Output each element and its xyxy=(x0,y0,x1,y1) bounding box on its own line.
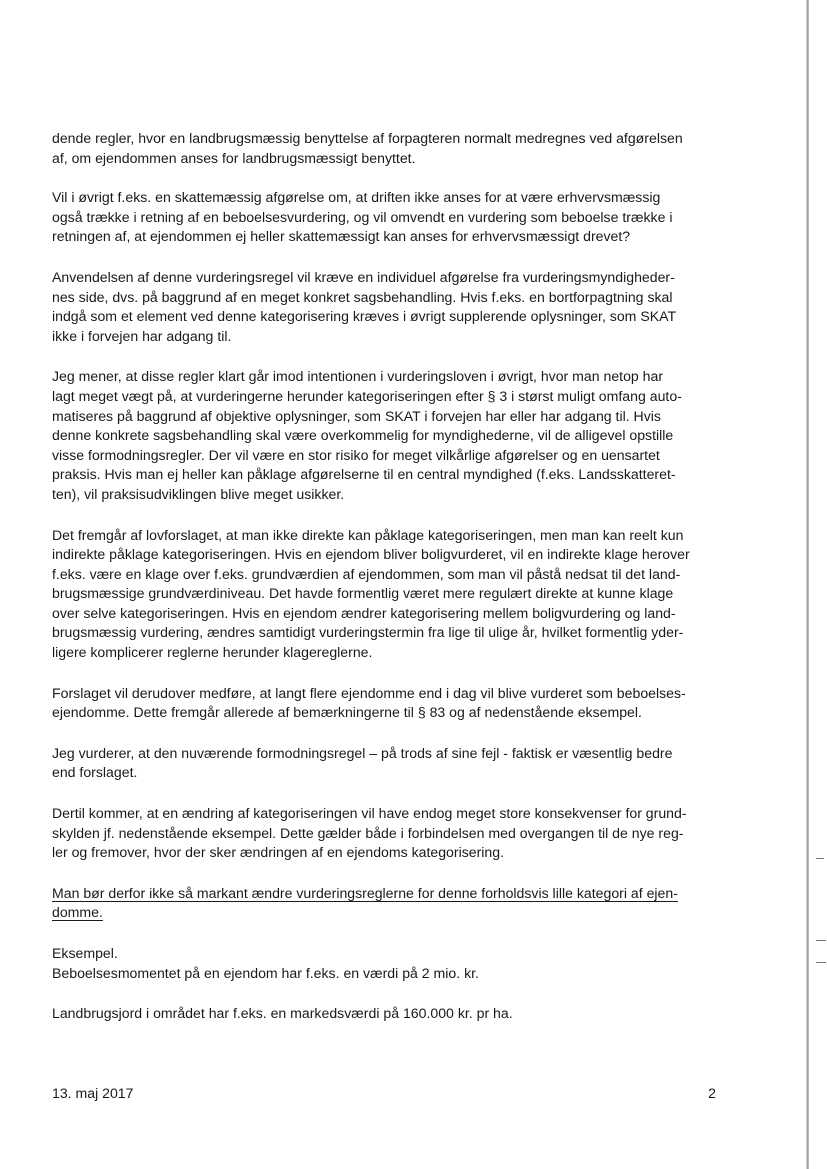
text-line: Landbrugsjord i området har f.eks. en markedsværdi på 160.000 kr. pr ha. xyxy=(52,1005,513,1022)
text-line: brugsmæssige grundværdiniveau. Det havde formentlig været mere regulært direkte at kunne klage xyxy=(52,585,674,602)
paragraph xyxy=(52,188,742,247)
paragraph xyxy=(52,1004,742,1024)
example-heading: Eksempel. xyxy=(52,945,118,961)
page-number: 2 xyxy=(708,1085,716,1101)
text-line: Anvendelsen af denne vurderingsregel vil kræve en individuel afgørelse fra vurderingsmyndigheder- xyxy=(52,268,675,285)
scan-mark xyxy=(816,962,826,963)
text-line: denne konkrete sagsbehandling skal være overkommelig for myndighederne, vil de alligevel opstille xyxy=(52,427,674,444)
conclusion-paragraph xyxy=(52,884,742,923)
text-line: af, om ejendommen anses for landbrugsmæssigt benyttet. xyxy=(52,149,416,166)
text-line: ikke i forvejen har adgang til. xyxy=(52,327,232,344)
paragraph xyxy=(52,684,742,723)
paragraph xyxy=(52,804,742,863)
text-line: indirekte påklage kategoriseringen. Hvis en ejendom bliver boligvurderet, vil en indirekte klage herover xyxy=(52,546,690,563)
text-line: domme. xyxy=(52,904,103,921)
footer-date: 13. maj 2017 xyxy=(52,1085,134,1101)
text-line: Jeg vurderer, at den nuværende formodningsregel – på trods af sine fejl - faktisk er væsentlig bedre xyxy=(52,744,673,761)
text-line: dende regler, hvor en landbrugsmæssig benyttelse af forpagteren normalt medregnes ved afgørelsen xyxy=(52,130,683,146)
text-line: ler og fremover, hvor der sker ændringen af en ejendoms kategorisering. xyxy=(52,844,505,861)
text-line: Vil i øvrigt f.eks. en skattemæssig afgørelse om, at driften ikke anses for at være erhvervsmæssig xyxy=(52,189,661,206)
text-line: Jeg mener, at disse regler klart går imod intentionen i vurderingsloven i øvrigt, hvor man netop har xyxy=(52,368,664,385)
text-line: f.eks. være en klage over f.eks. grundværdien af ejendommen, som man vil påstå nedsat til det land- xyxy=(52,565,681,582)
text-line: matiseres på baggrund af objektive oplysninger, som SKAT i forvejen har eller har adgang til. Hvis xyxy=(52,407,661,424)
text-line: lagt meget vægt på, at vurderingerne herunder kategoriseringen efter § 3 i størst muligt omfang auto- xyxy=(52,387,682,404)
text-line: Forslaget vil derudover medføre, at langt flere ejendomme end i dag vil blive vurderet som beboelses- xyxy=(52,684,686,701)
text-line: over selve kategoriseringen. Hvis en ejendom ændrer kategorisering mellem boligvurdering og land- xyxy=(52,604,676,621)
text-line: brugsmæssig vurdering, ændres samtidigt vurderingstermin fra lige til ulige år, hvilket formentlig yder- xyxy=(52,624,684,641)
text-line: end forslaget. xyxy=(52,764,138,781)
paragraph xyxy=(52,268,742,346)
text-line: praksis. Hvis man ej heller kan påklage afgørelserne til en central myndighed (f.eks. Landsskatteret- xyxy=(52,466,676,483)
text-line: visse formodningsregler. Der vil være en stor risiko for meget vilkårlige afgørelser og en uensartet xyxy=(52,446,660,463)
text-line: ejendomme. Dette fremgår allerede af bemærkningerne til § 83 og af nedenstående eksempel. xyxy=(52,704,642,721)
text-line: skylden jf. nedenstående eksempel. Dette gælder både i forbindelsen med overgangen til de nye reg- xyxy=(52,824,684,841)
paragraph xyxy=(52,367,742,504)
text-line: nes side, dvs. på baggrund af en meget konkret sagsbehandling. Hvis f.eks. en bortforpagtning skal xyxy=(52,288,673,305)
example-paragraph xyxy=(52,944,742,983)
document-body xyxy=(52,129,742,1024)
text-line: indgå som et element ved denne kategorisering kræves i øvrigt supplerende oplysninger, som SKAT xyxy=(52,308,677,325)
scan-page-edge xyxy=(806,0,809,1169)
text-line: Dertil kommer, at en ændring af kategoriseringen vil have endog meget store konsekvenser for grund- xyxy=(52,805,687,822)
text-line: retningen af, at ejendommen ej heller skattemæssigt kan anses for erhvervsmæssigt drevet? xyxy=(52,228,631,245)
paragraph xyxy=(52,129,742,168)
text-line: ten), vil praksisudviklingen blive meget usikker. xyxy=(52,485,345,502)
text-line: Beboelsesmomentet på en ejendom har f.eks. en værdi på 2 mio. kr. xyxy=(52,964,479,981)
text-line: Det fremgår af lovforslaget, at man ikke direkte kan påklage kategoriseringen, men man kan reelt kun xyxy=(52,526,684,543)
text-line: ligere komplicerer reglerne herunder klagereglerne. xyxy=(52,644,373,661)
scan-mark xyxy=(816,858,824,859)
text-line: Man bør derfor ikke så markant ændre vurderingsreglerne for denne forholdsvis lille kategori af ejen- xyxy=(52,884,678,901)
scan-mark xyxy=(816,940,826,941)
text-line: også trække i retning af en beboelsesvurdering, og vil omvendt en vurdering som beboelse trække i xyxy=(52,208,673,225)
paragraph xyxy=(52,744,742,783)
paragraph xyxy=(52,526,742,663)
